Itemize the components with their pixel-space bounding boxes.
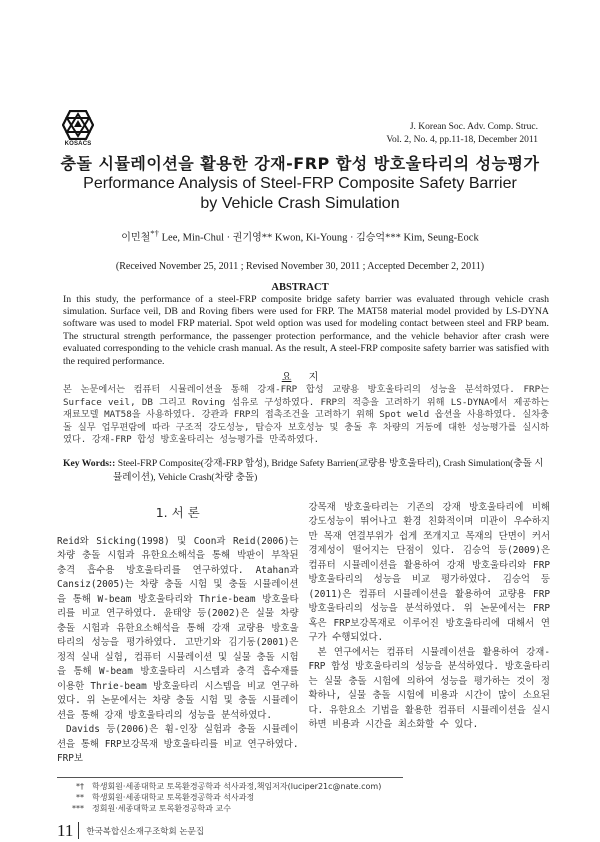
kosacs-logo (60, 110, 96, 147)
paragraph: 본 연구에서는 컴퓨터 시뮬레이션을 활용하여 강재-FRP 합성 방호울타리의 성능을 분석하였다. 방호울타리는 실물 충돌 시험에 의하여 성능을 평가하는 것이 정확하나, 실물 충돌 시험에 비용과 시간이 많이 소요된다. 유한요소 기법을 활용한 컴퓨터 시뮬레이션을 실시하면 비용과 시간을 최소화할 수 있다. (308, 646, 550, 731)
author-en: Kwon, Ki-Young (274, 232, 348, 244)
author-separator: · (224, 232, 233, 244)
paragraph: 강목재 방호울타리는 기존의 강재 방호울타리에 비해 강도성능이 뛰어나고 환경 친화적이며 미관이 우수하지만 목재 연결부위가 쉽게 쪼개지고 목재의 단면이 커서 경제성이 떨어지는 단점이 있다. 김승억 등(2009)은 컴퓨터 시뮬레이션을 활용하여 강재 방호울타리와 FRP 방호울타리의 성능을 비교 평가하였다. 김승억 등(2011)은 컴퓨터 시뮬레이션을 활용하여 교량용 FRP 방호울타리의 성능을 분석하였다. 위 논문에서는 FRP 혹은 FRP보강목재로 이루어진 방호울타리에 대해서 연구가 수행되었다. (308, 501, 550, 644)
author-separator: · (347, 232, 357, 244)
footnote (62, 792, 600, 803)
keywords-value: Steel-FRP Composite(강재-FRP 합성), Bridge Safety Barrien(교량용 방호울타리), Crash Simulation(충돌 시뮬레이션), Vehicle Crash(차량 충돌) (113, 457, 544, 483)
footnote-text: 학생회원·세종대학교 토목환경공학과 석사과정,책임저자(luciper21c@nate.com) (92, 781, 382, 791)
logo-text: KOSACS (64, 141, 92, 147)
korean-abstract-heading (0, 371, 600, 384)
footnote-divider (57, 777, 403, 778)
author-ko: 권기영 (232, 232, 262, 244)
keywords-label: Key Words:: (63, 457, 116, 469)
page-number: 11 (57, 820, 74, 840)
footnote-mark: *** (72, 803, 84, 813)
footnote-mark: ** (76, 792, 84, 802)
right-column (309, 501, 551, 733)
abstract-heading: ABSTRACT (271, 281, 329, 293)
author-en: Kim, Seung-Eock (403, 232, 479, 244)
left-column (57, 501, 299, 767)
journal-volume: Vol. 2, No. 4, pp.11-18, December 2011 (386, 135, 538, 145)
footnote (62, 803, 600, 814)
author-ko: 김승억 (356, 232, 386, 244)
footer-divider (78, 822, 79, 839)
body-columns (57, 501, 550, 767)
author-mark: ** (261, 232, 273, 244)
paragraph: Davids 등(2006)은 휨-인장 실험과 충돌 시뮬레이션을 통해 FRP보강목재 방호울타리를 비교 연구하였다. FRP보 (57, 724, 299, 765)
abstract-text: In this study, the performance of a steel-FRP composite bridge safety barrier was evaluated through vehicle crash simulation. Surface veil, DB and Roving fibers were used for FRP. The MAT58 material model provided by LS-DYNA software was used to model FRP material. Spot weld option was used for modeling contact between steel and FRP beam. The structural strength performance, the passenger protection performance, and the vehicle behavior after crash were evaluated corresponding to the vehicle crash manual. As the result, A steel-FRP composite safety barrier was satisfied with the required performance. (63, 293, 549, 367)
title-english-line1: Performance Analysis of Steel-FRP Composite Safety Barrier (83, 175, 517, 192)
journal-name: J. Korean Soc. Adv. Comp. Struc. (409, 122, 538, 132)
footnote-text: 학생회원·세종대학교 토목환경공학과 석사과정 (92, 792, 255, 802)
title-korean: 충돌 시뮬레이션을 활용한 강재-FRP 합성 방호울타리의 성능평가 (60, 154, 540, 173)
hexagon-logo-icon (62, 110, 94, 140)
received-dates: (Received November 25, 2011 ; Revised November 30, 2011 ; Accepted December 2, 2011) (115, 260, 485, 272)
journal-citation (386, 121, 538, 147)
section-title: 1. 서 론 (155, 504, 200, 520)
korean-abstract-text: 본 논문에서는 컴퓨터 시뮬레이션을 통해 강재-FRP 합성 교량용 방호울타리의 성능을 분석하였다. FRP는 Surface veil, DB 그리고 Roving 섬유로 구성하였다. FRP의 적층을 고려하기 위해 LS-DYNA에서 제공하는 재료모델 MAT58을 사용하였다. 강관과 FRP의 접촉조건을 고려하기 위해 Spot weld 옵션을 사용하였다. 실차충돌 실무 업무편람에 따라 구조적 강도성능, 탑승자 보호성능 및 충돌 후 차량의 거동에 대한 성능평가를 실시하였다. 강재-FRP 합성 방호울타리는 성능평가를 만족하였다. (63, 383, 549, 446)
author-mark: *** (385, 232, 401, 244)
author-mark: *† (150, 228, 160, 238)
korean-abstract-heading-b: 지 (308, 371, 319, 383)
page-footer (57, 814, 600, 840)
footnote-text: 정회원·세종대학교 토목환경공학과 교수 (92, 803, 232, 813)
author-list (0, 226, 600, 246)
footnotes (62, 781, 600, 814)
korean-abstract-heading-a: 요 (281, 371, 292, 383)
title-english-line2: by Vehicle Crash Simulation (200, 195, 400, 212)
author-ko: 이민철 (121, 232, 151, 244)
journal-name-korean: 한국복합신소재구조학회 논문집 (86, 826, 205, 837)
footnote (62, 781, 600, 792)
paragraph: Reid와 Sicking(1998) 및 Coon과 Reid(2006)는 차량 충돌 시험과 유한요소해석을 통해 박판이 부착된 충격 흡수용 방호울타리를 연구하였다. Atahan과 Cansiz(2005)는 차량 충돌 시험 및 충돌 시뮬레이션을 통해 W-beam 방호울타리와 Thrie-beam 방호울타리를 비교 연구하였다. 윤태양 등(2002)은 실물 차량 충돌 시험과 유한요소해석을 통해 강재 교량용 방호울타리의 성능을 평가하였다. 고만기와 김기동(2001)은 정적 실내 실험, 컴퓨터 시뮬레이션 및 실물 충돌 시험을 통해 W-beam 방호울타리 시스템과 충격 흡수재를 이용한 Thrie-beam 방호울타리 시스템을 비교 연구하였다. 위 논문에서는 차량 충돌 시험 및 충돌 시뮬레이션을 통해 강재 방호울타리의 성능을 분석하였다. (57, 535, 299, 721)
author-en: Lee, Min-Chul (161, 232, 225, 244)
keywords (63, 457, 549, 485)
footnote-mark: *† (76, 781, 84, 791)
